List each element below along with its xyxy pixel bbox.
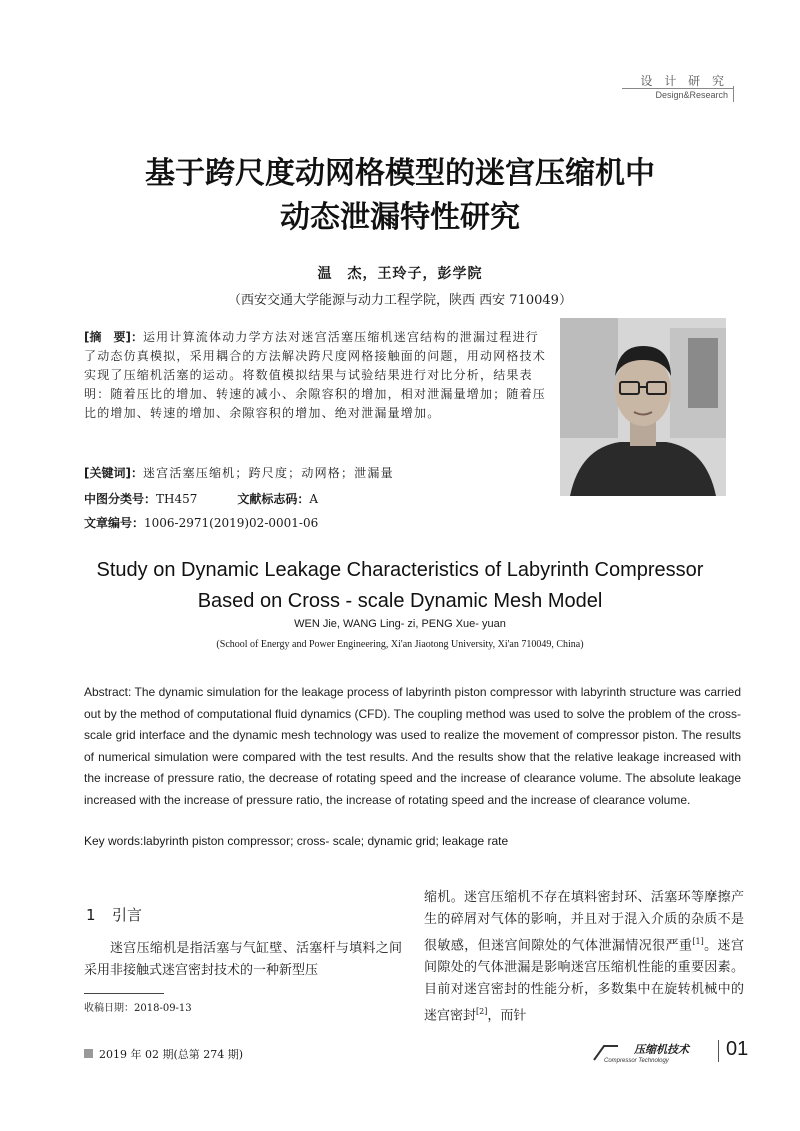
- abstract-cn: [84, 328, 552, 423]
- journal-logo-en: Compressor Technology: [604, 1058, 669, 1064]
- article-number-line: [84, 514, 318, 531]
- paper-title-en-line1: Study on Dynamic Leakage Characteristics of Labyrinth Compressor: [96, 559, 704, 581]
- section-tag-en: Design&Research: [655, 90, 728, 100]
- doc-code-label: 文献标志码：: [237, 492, 310, 506]
- authors-cn: 温 杰，王玲子，彭学院: [317, 266, 483, 282]
- journal-logo-cn: 压缩机技术: [634, 1043, 689, 1056]
- keywords-cn-text: 迷宫活塞压缩机；跨尺度；动网格；泄漏量: [142, 466, 394, 480]
- keywords-en: [84, 834, 741, 848]
- header-rule: [622, 88, 734, 89]
- doc-code-value: A: [309, 492, 319, 506]
- abstract-en-label: Abstract:: [84, 685, 132, 699]
- paper-title-line1: 基于跨尺度动网格模型的迷宫压缩机中: [145, 156, 655, 191]
- footer-separator: [718, 1040, 719, 1062]
- body-text-left: 迷宫压缩机是指活塞与气缸壁、活塞杆与填料之间采用非接触式迷宫密封技术的一种新型压: [84, 941, 402, 978]
- page-number: 01: [726, 1038, 749, 1060]
- footer-square-icon: [84, 1049, 93, 1058]
- paper-title-line2: 动态泄漏特性研究: [280, 200, 520, 235]
- abstract-en-text: The dynamic simulation for the leakage process of labyrinth piston compressor with labyrinth structure was carried out by the method of computational fluid dynamics (CFD). The coupling method was used to solve the problem of the cross- scale grid interface and the dynamic mesh technology was used to realize the movement of compressor piston. The results of numerical simulation were compared with the test results. And the results show that the relative leakage increased with the increase of pressure ratio, the decrease of rotating speed and the increase of clearance volume. The absolute leakage increased with the increase of pressure ratio, the increase of rotating speed and the increase of clearance volume.: [84, 685, 741, 807]
- section-title: 引言: [112, 906, 143, 924]
- clc-label: 中图分类号：: [84, 492, 157, 506]
- affiliation-cn: （西安交通大学能源与动力工程学院，陕西 西安 710049）: [228, 293, 572, 308]
- keywords-en-text: labyrinth piston compressor; cross- scale; dynamic grid; leakage rate: [143, 834, 509, 848]
- issue-info: 2019 年 02 期(总第 274 期): [99, 1048, 244, 1061]
- body-text-right-b: 。迷宫间隙处的气体泄漏是影响迷宫压缩机性能的重要因素。目前对迷宫密封的性能分析，多数集中在旋转机械中的迷宫密封: [424, 938, 744, 1024]
- body-text-right: [424, 887, 744, 1028]
- affiliation-en: (School of Energy and Power Engineering, Xi'an Jiaotong University, Xi'an 710049, China): [216, 639, 584, 650]
- author-photo-image: [560, 318, 726, 496]
- section-heading: [86, 904, 142, 925]
- article-number-value: 1006-2971(2019)02-0001-06: [144, 516, 319, 530]
- keywords-cn-label: [关键词]：: [84, 466, 143, 480]
- journal-logo: [590, 1040, 716, 1064]
- abstract-cn-text: 运用计算流体动力学方法对迷宫活塞压缩机迷宫结构的泄漏过程进行了动态仿真模拟，采用耦合的方法解决跨尺度网格接触面的问题，用动网格技术实现了压缩机活塞的运动。将数值模拟结果与试验结果进行对比分析，结果表明：随着压比的增加、转速的减小、余隙容积的增加，相对泄漏量增加；随着压比的增加、转速的增加、余隙容积的增加、绝对泄漏量增加。: [84, 330, 547, 420]
- classification-line: [84, 490, 318, 507]
- body-text-right-a: 缩机。迷宫压缩机不存在填料密封环、活塞环等摩擦产生的碎屑对气体的影响，并且对于混入介质的杂质不是很敏感，但迷宫间隙处的气体泄漏情况很严重: [424, 890, 744, 954]
- paper-title-en-line2: Based on Cross - scale Dynamic Mesh Model: [197, 590, 603, 612]
- received-date-footnote: 收稿日期：2018-09-13: [84, 1003, 192, 1014]
- author-photo: [560, 318, 726, 496]
- abstract-cn-label: [摘 要]：: [84, 330, 143, 344]
- clc-value: TH457: [156, 492, 198, 506]
- citation-1: [1]: [692, 937, 704, 946]
- section-tag-cn: 设 计 研 究: [640, 74, 728, 88]
- article-number-label: 文章编号：: [84, 516, 145, 530]
- keywords-cn: [84, 464, 544, 481]
- footnote-rule: [84, 993, 164, 994]
- abstract-en: [84, 682, 741, 811]
- section-number: 1: [86, 906, 96, 924]
- citation-2: [2]: [476, 1007, 488, 1017]
- header-rule-vertical: [733, 86, 734, 102]
- keywords-en-label: Key words:: [84, 834, 144, 848]
- authors-en: WEN Jie, WANG Ling- zi, PENG Xue- yuan: [294, 618, 506, 630]
- body-text-right-c: ，而针: [487, 1008, 527, 1024]
